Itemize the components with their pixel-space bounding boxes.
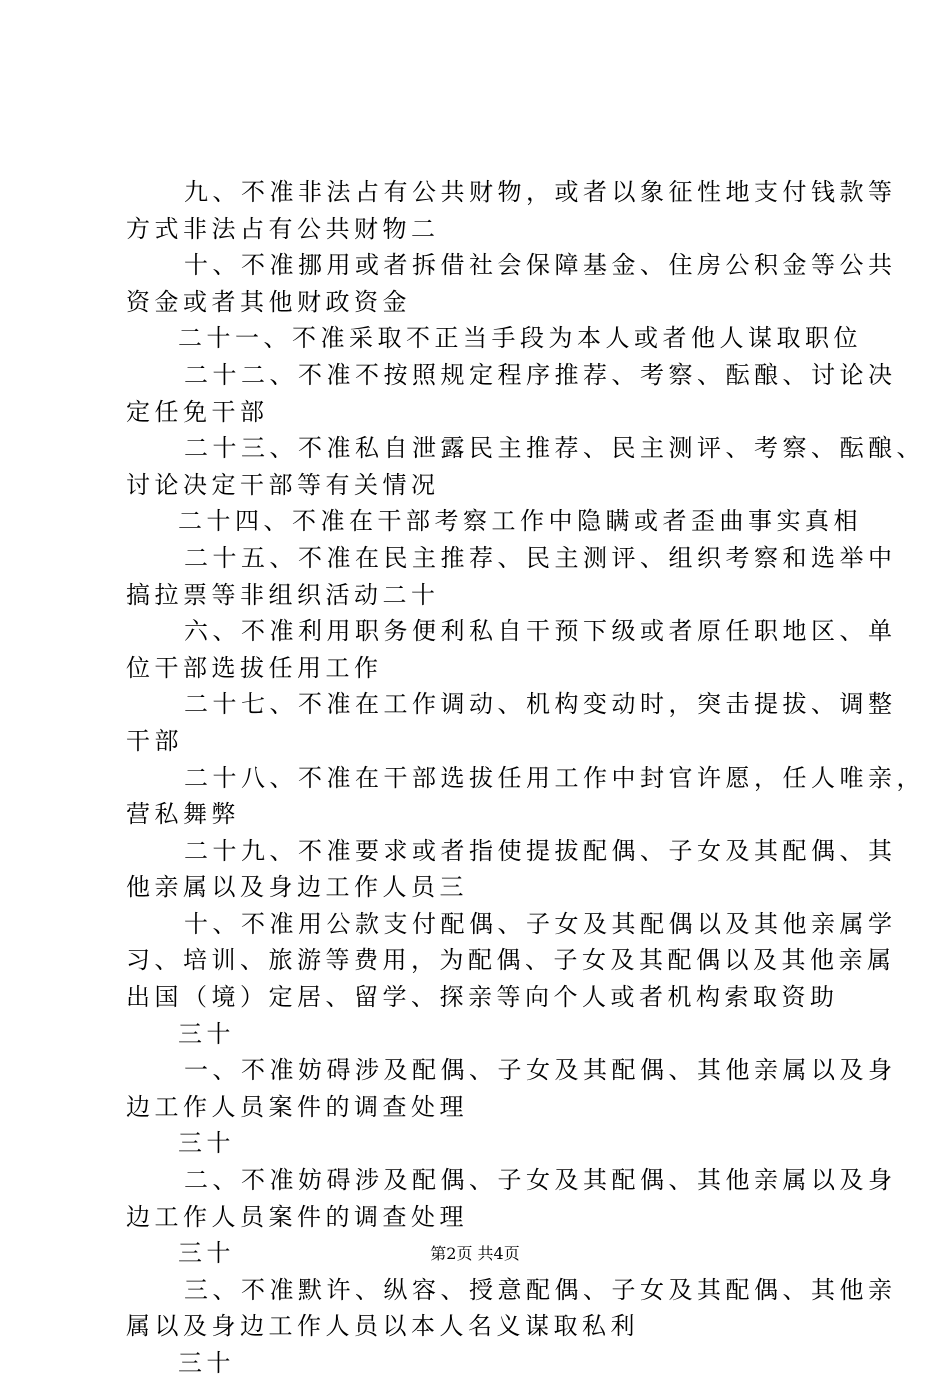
text-line: 资金或者其他财政资金 [126,287,411,316]
text-line: 讨论决定干部等有关情况 [126,470,440,499]
text-line: 三十 [178,1019,235,1048]
text-line: 十、不准挪用或者拆借社会保障基金、住房公积金等公共 [184,251,897,280]
text-line: 六、不准利用职务便利私自干预下级或者原任职地区、单 [184,617,897,646]
text-line: 搞拉票等非组织活动二十 [126,580,440,609]
text-line: 二、不准妨碍涉及配偶、子女及其配偶、其他亲属以及身 [184,1166,897,1195]
text-line: 位干部选拔任用工作 [126,653,383,682]
text-line: 二十五、不准在民主推荐、民主测评、组织考察和选举中 [184,543,897,572]
text-line: 边工作人员案件的调查处理 [126,1092,468,1121]
text-line: 出国（境）定居、留学、探亲等向个人或者机构索取资助 [126,983,839,1012]
text-line: 方式非法占有公共财物二 [126,214,440,243]
text-line: 十、不准用公款支付配偶、子女及其配偶以及其他亲属学 [184,909,897,938]
text-line: 营私舞弊 [126,800,240,829]
page-footer [0,1243,950,1265]
text-line: 他亲属以及身边工作人员三 [126,873,468,902]
text-line: 三十 [178,1349,235,1377]
document-body [126,174,925,1382]
text-line: 二十四、不准在干部考察工作中隐瞒或者歪曲事实真相 [178,507,862,536]
text-line: 习、培训、旅游等费用，为配偶、子女及其配偶以及其他亲属 [126,946,896,975]
text-line: 二十八、不准在干部选拔任用工作中封官许愿，任人唯亲， [184,763,925,792]
text-line: 边工作人员案件的调查处理 [126,1202,468,1231]
text-line: 定任免干部 [126,397,269,426]
text-line: 属以及身边工作人员以本人名义谋取私利 [126,1312,639,1341]
text-line: 二十七、不准在工作调动、机构变动时，突击提拔、调整 [184,690,897,719]
text-line: 一、不准妨碍涉及配偶、子女及其配偶、其他亲属以及身 [184,1056,897,1085]
text-line: 九、不准非法占有公共财物，或者以象征性地支付钱款等 [184,178,897,206]
page-number: 第2页 共4页 [430,1244,520,1263]
text-line: 干部 [126,726,183,755]
text-line: 三、不准默许、纵容、授意配偶、子女及其配偶、其他亲 [184,1275,897,1304]
text-line: 二十二、不准不按照规定程序推荐、考察、酝酿、讨论决 [184,360,897,389]
text-line: 三十 [178,1129,235,1158]
text-line: 二十九、不准要求或者指使提拔配偶、子女及其配偶、其 [184,836,897,865]
text-line: 二十三、不准私自泄露民主推荐、民主测评、考察、酝酿、 [184,434,925,463]
text-line: 二十一、不准采取不正当手段为本人或者他人谋取职位 [178,324,862,353]
text-line: 三十 [178,1239,235,1268]
